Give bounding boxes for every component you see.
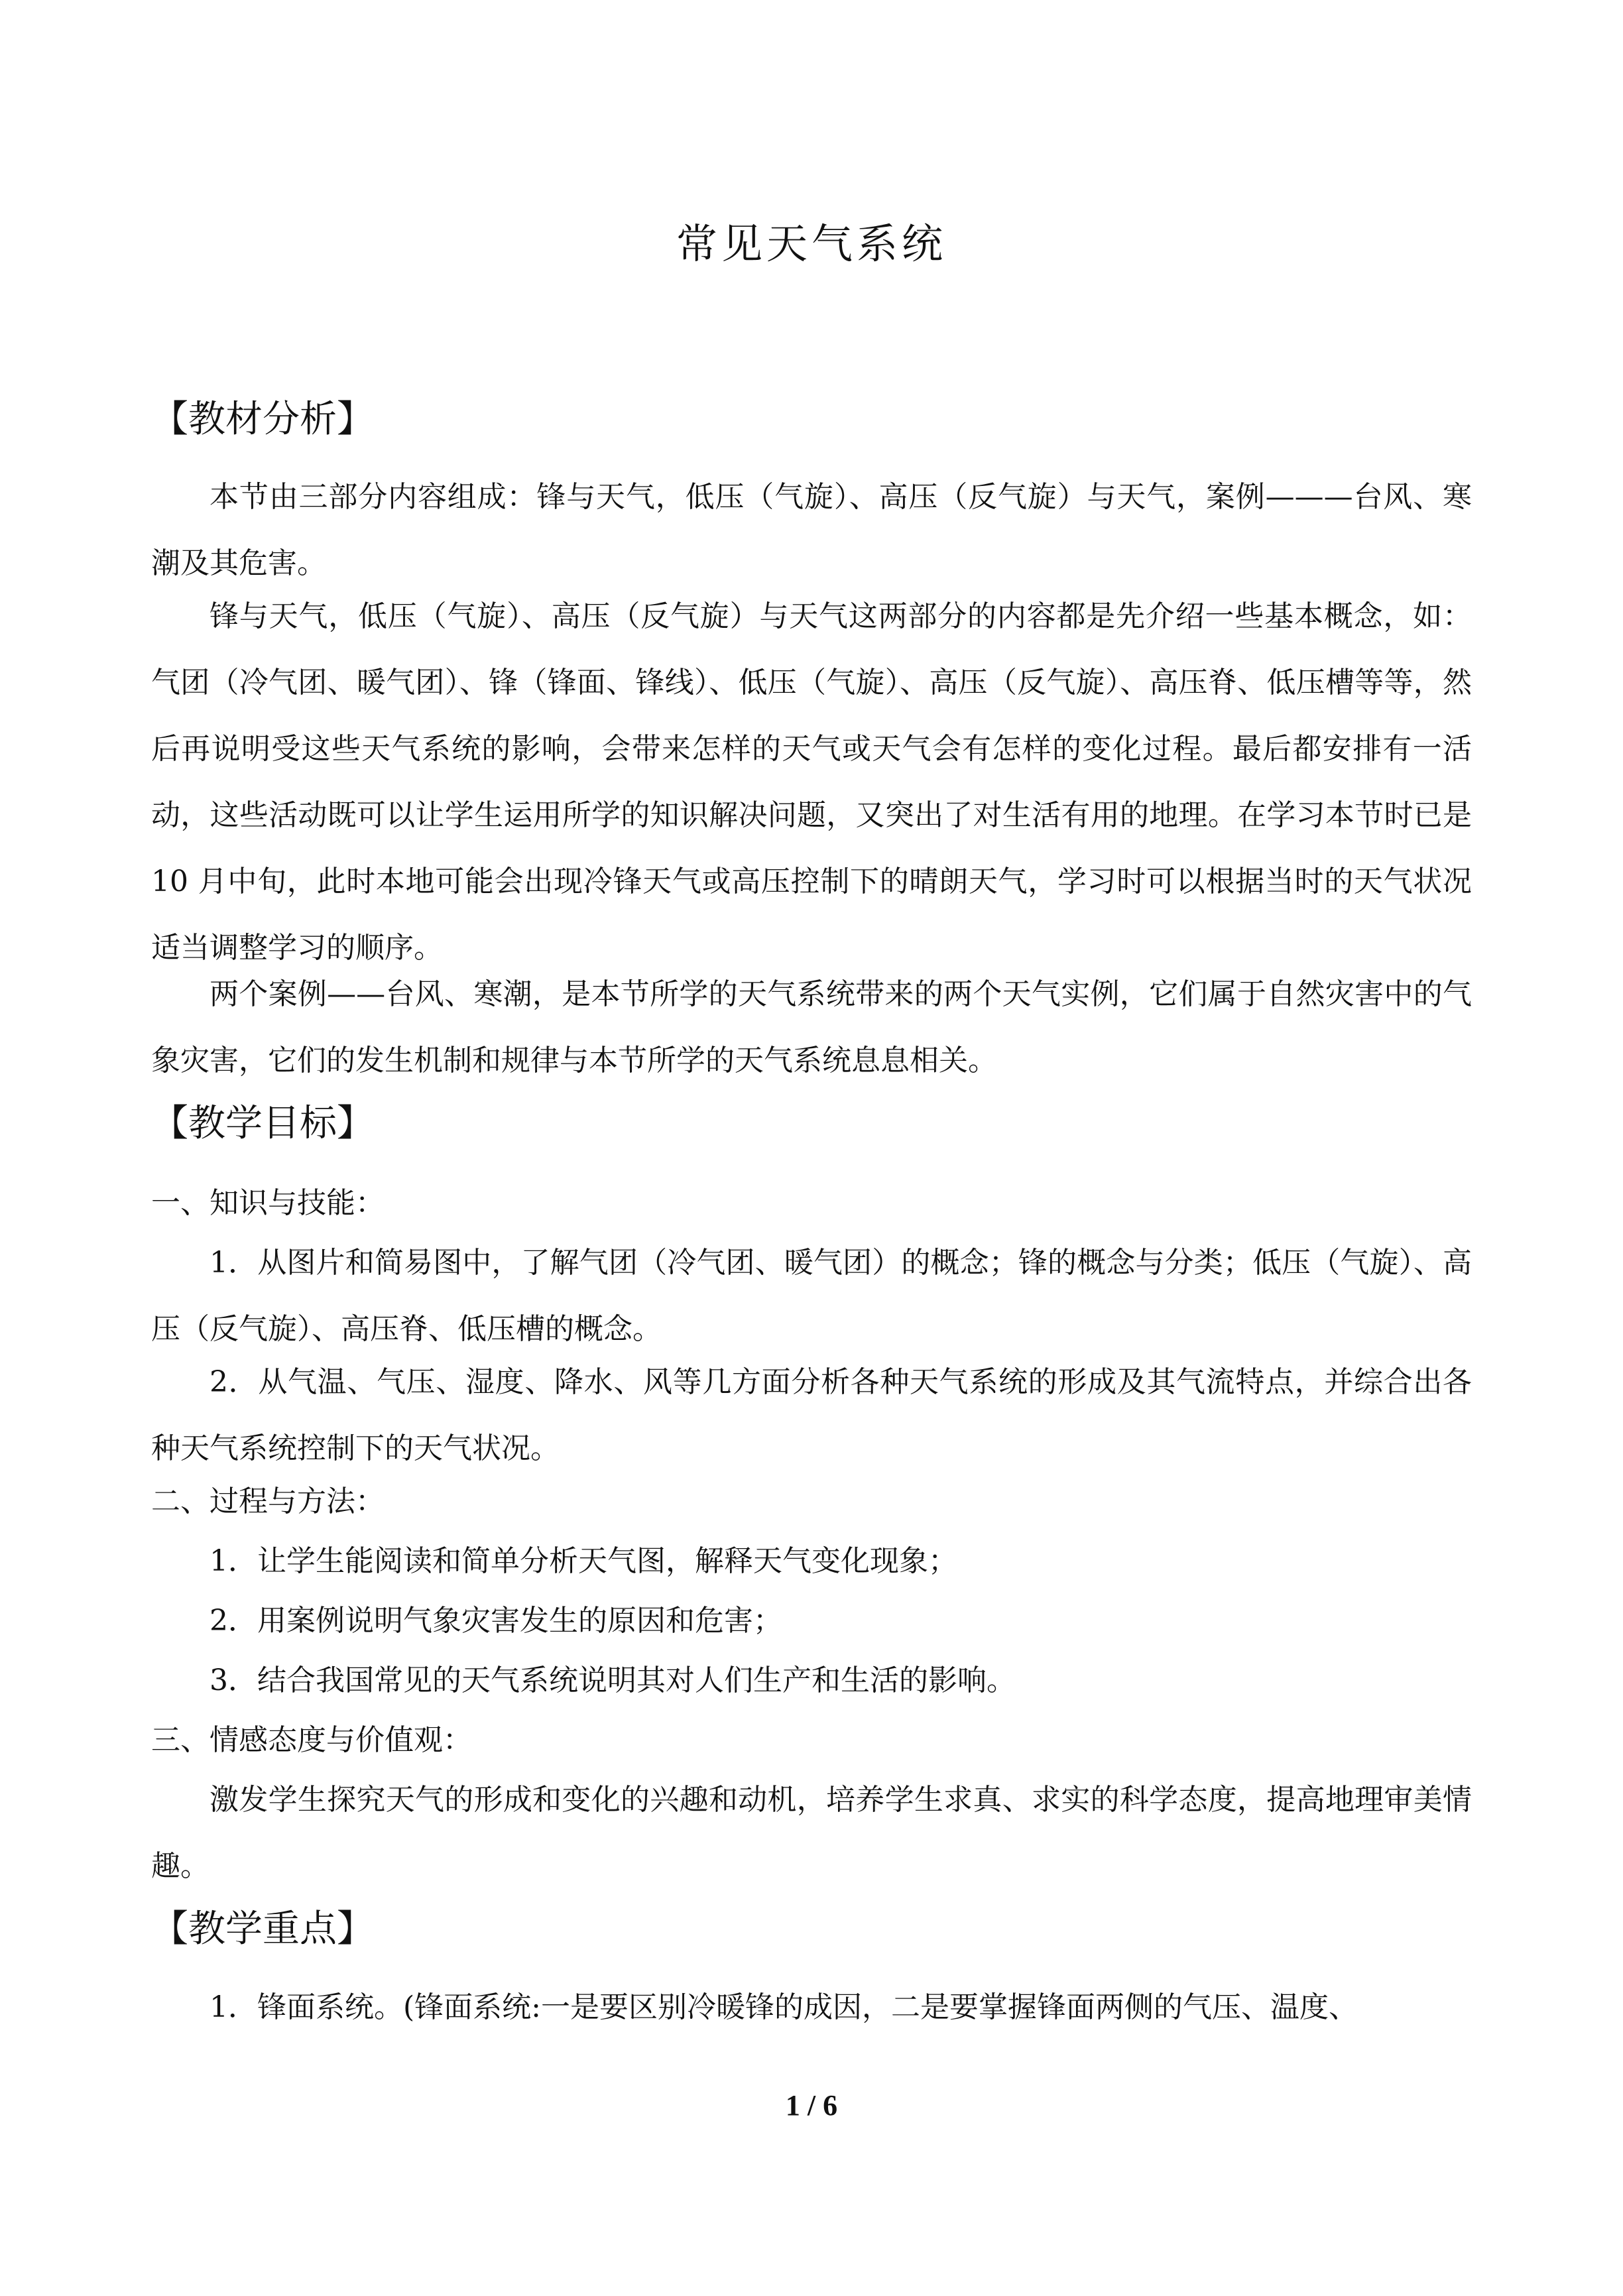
goals-knowledge-item-2: 2．从气温、气压、湿度、降水、风等几方面分析各种天气系统的形成及其气流特点，并综合出各种天气系统控制下的天气状况。	[151, 1365, 1472, 1465]
paragraph-analysis-3: 两个案例——台风、寒潮，是本节所学的天气系统带来的两个天气实例，它们属于自然灾害中的气象灾害，它们的发生机制和规律与本节所学的天气系统息息相关。	[151, 977, 1472, 1077]
section-heading-goals: 【教学目标】	[151, 1102, 374, 1145]
goals-process-item-1: 1．让学生能阅读和简单分析天气图，解释天气变化现象；	[210, 1544, 957, 1578]
goals-emotion-item-1: 激发学生探究天气的形成和变化的兴趣和动机，培养学生求真、求实的科学态度，提高地理审美情趣。	[151, 1783, 1472, 1883]
focus-item-1: 1．锋面系统。(锋面系统:一是要区别冷暖锋的成因，二是要掌握锋面两侧的气压、温度、	[210, 1990, 1358, 2024]
goals-subheading-knowledge: 一、知识与技能：	[151, 1186, 385, 1220]
goals-subheading-emotion: 三、情感态度与价值观：	[151, 1723, 472, 1757]
goals-process-item-3: 3．结合我国常见的天气系统说明其对人们生产和生活的影响。	[210, 1663, 1016, 1697]
goals-subheading-process: 二、过程与方法：	[151, 1484, 385, 1518]
section-heading-focus: 【教学重点】	[151, 1907, 374, 1951]
page-number: 1 / 6	[785, 2089, 838, 2122]
goals-knowledge-item-1: 1．从图片和简易图中，了解气团（冷气团、暖气团）的概念；锋的概念与分类；低压（气旋）、高压（反气旋）、高压脊、低压槽的概念。	[151, 1246, 1472, 1346]
page-title: 常见天气系统	[676, 219, 947, 268]
goals-process-item-2: 2．用案例说明气象灾害发生的原因和危害；	[210, 1604, 782, 1638]
paragraph-analysis-1: 本节由三部分内容组成：锋与天气，低压（气旋）、高压（反气旋）与天气，案例———台风、寒潮及其危害。	[151, 480, 1472, 580]
paragraph-analysis-2: 锋与天气，低压（气旋）、高压（反气旋）与天气这两部分的内容都是先介绍一些基本概念，如：气团（冷气团、暖气团）、锋（锋面、锋线）、低压（气旋）、高压（反气旋）、高压脊、低压槽等等，然后再说明受这些天气系统的影响，会带来怎样的天气或天气会有怎样的变化过程。最后都安排有一活动，这些活动既可以让学生运用所学的知识解决问题，又突出了对生活有用的地理。在学习本节时已是 10 月中旬，此时本地可能会出现冷锋天气或高压控制下的晴朗天气，学习时可以根据当时的天气状况适当调整学习的顺序。	[151, 599, 1472, 965]
section-heading-analysis: 【教材分析】	[151, 398, 374, 441]
